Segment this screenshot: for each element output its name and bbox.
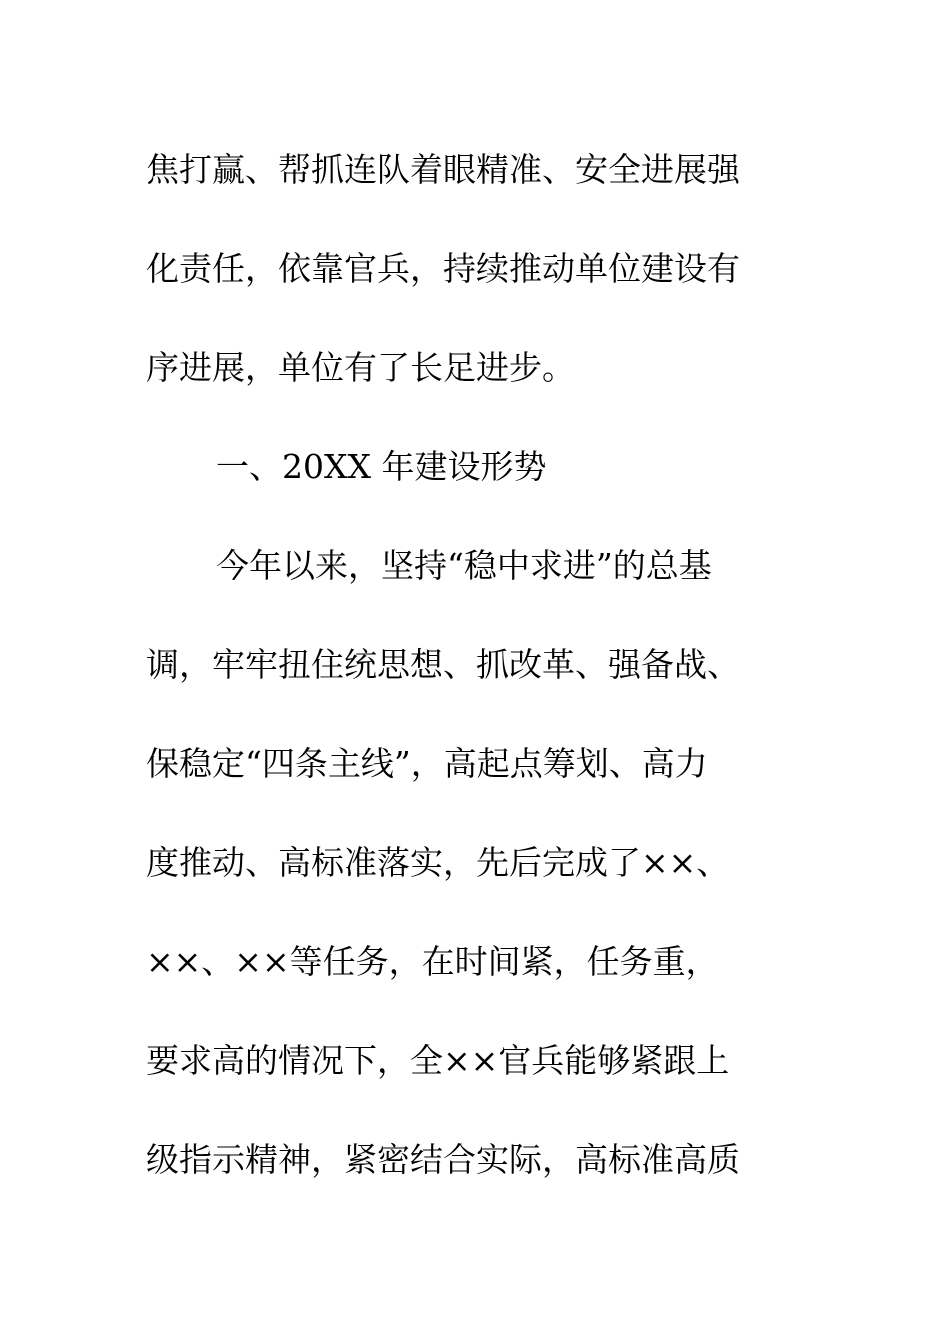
paragraph-first-line: 今年以来，坚持“稳中求进”的总基 <box>216 546 712 585</box>
body-text-line: 焦打赢、帮抓连队着眼精准、安全进展强 <box>146 150 740 189</box>
body-text-line: 调，牢牢扭住统思想、抓改革、强备战、 <box>146 645 740 684</box>
body-text-line: 度推动、高标准落实，先后完成了××、 <box>146 843 730 882</box>
body-text-line: 序进展，单位有了长足进步。 <box>146 348 575 387</box>
body-text-line: 级指示精神，紧密结合实际，高标准高质 <box>146 1140 740 1179</box>
body-text-line: 要求高的情况下，全××官兵能够紧跟上 <box>146 1041 730 1080</box>
document-body <box>146 120 786 1209</box>
section-heading: 一、20XX 年建设形势 <box>216 447 547 486</box>
body-text-line: 保稳定“四条主线”，高起点筹划、高力 <box>146 744 708 783</box>
body-text-line: 化责任，依靠官兵，持续推动单位建设有 <box>146 249 740 288</box>
body-text-line: ××、××等任务，在时间紧，任务重， <box>146 942 719 981</box>
